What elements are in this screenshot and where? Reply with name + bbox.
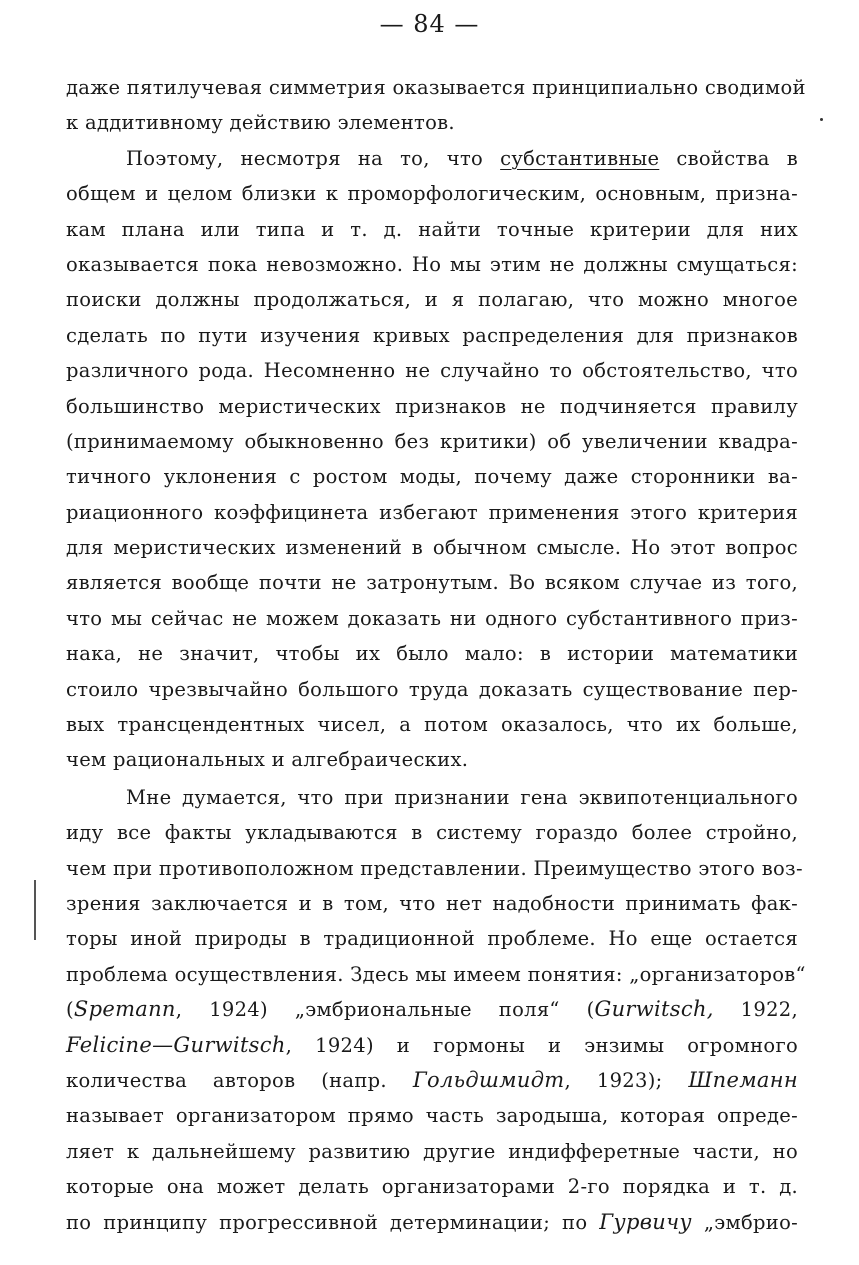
text-fragment: , 1924) и гормоны и энзимы огромного: [285, 1033, 798, 1057]
body-text: [66, 70, 806, 1240]
text-line: риационного коэффицинета избегают применения этого критерия: [66, 500, 798, 524]
page-number: — 84 —: [379, 10, 480, 38]
text-line: тичного уклонения с ростом моды, почему даже сторонники ва-: [66, 465, 798, 489]
text-line: чем при противоположном представлении. Преимущество этого воз-: [66, 856, 803, 880]
author-name: Гурвичу: [599, 1209, 692, 1234]
text-line: которые она может делать организаторами 2-го порядка и т. д.: [66, 1175, 798, 1199]
text-line: даже пятилучевая симметрия оказывается принципиально сводимой: [66, 76, 806, 99]
text-line: оказывается пока невозможно. Но мы этим не должны смущаться:: [66, 252, 798, 276]
text-line: [66, 992, 798, 1027]
text-line: кам плана или типа и т. д. найти точные критерии для них: [66, 217, 798, 241]
text-fragment: , 1923);: [564, 1068, 689, 1092]
text-line: к аддитивному действию элементов.: [66, 111, 455, 135]
text-line: зрения заключается и в том, что нет надобности принимать фак-: [66, 891, 798, 915]
text-line: [66, 141, 798, 176]
text-line: Мне думается, что при признании гена эквипотенциального: [126, 785, 798, 809]
text-line: проблема осуществления. Здесь мы имеем понятия: „организаторов“: [66, 962, 806, 986]
text-line: для меристических изменений в обычном смысле. Но этот вопрос: [66, 536, 798, 560]
text-line: вых трансцендентных чисел, а потом оказалось, что их больше,: [66, 713, 798, 737]
underlined-term: субстантивные: [500, 146, 660, 170]
author-name: Шпеманн: [688, 1067, 798, 1092]
text-line: является вообще почти не затронутым. Во всяком случае из того,: [66, 571, 798, 595]
text-line: иду все факты укладываются в систему гораздо более стройно,: [66, 821, 798, 845]
stray-ink-dot: [820, 118, 823, 121]
margin-pencil-mark: [34, 880, 36, 940]
text-line: общем и целом близки к проморфологическим, основным, призна-: [66, 182, 798, 206]
author-name: Spemann: [73, 997, 176, 1022]
text-line: (принимаемому обыкновенно без критики) об увеличении квадра-: [66, 429, 798, 453]
text-fragment: по принципу прогрессивной детерминации; по: [66, 1210, 600, 1234]
author-name: Felicine—Gurwitsch: [66, 1032, 286, 1057]
text-fragment: „эмбрио-: [691, 1210, 798, 1234]
text-line: стоило чрезвычайно большого труда доказать существование пер-: [66, 677, 798, 701]
author-name: Gurwitsch,: [594, 997, 714, 1022]
text-fragment: количества авторов (напр.: [66, 1068, 413, 1092]
text-fragment: , 1924) „эмбриональные поля“ (: [175, 998, 595, 1022]
text-line: чем рациональных и алгебраических.: [66, 748, 469, 772]
text-fragment: (: [66, 998, 74, 1022]
text-fragment: Поэтому, несмотря на то, что: [126, 146, 484, 170]
text-line: называет организатором прямо часть зародыша, которая опреде-: [66, 1104, 798, 1128]
text-line: большинство меристических признаков не подчиняется правилу: [66, 394, 798, 418]
text-line: сделать по пути изучения кривых распределения для признаков: [66, 323, 798, 347]
text-line: ляет к дальнейшему развитию другие индифферетные части, но: [66, 1139, 798, 1163]
text-fragment: 1922,: [713, 998, 798, 1022]
text-line: [66, 1028, 798, 1063]
text-line: торы иной природы в традиционной проблеме. Но еще остается: [66, 927, 798, 951]
text-line: различного рода. Несомненно не случайно то обстоятельство, что: [66, 359, 798, 383]
text-line: [66, 1063, 798, 1098]
text-fragment: свойства в: [676, 146, 799, 170]
text-line: [66, 1205, 798, 1240]
author-name: Гольдшмидт: [412, 1067, 565, 1092]
text-line: поиски должны продолжаться, и я полагаю, что можно многое: [66, 288, 798, 312]
text-line: нака, не значит, чтобы их было мало: в истории математики: [66, 642, 798, 666]
text-line: что мы сейчас не можем доказать ни одного субстантивного приз-: [66, 606, 798, 630]
